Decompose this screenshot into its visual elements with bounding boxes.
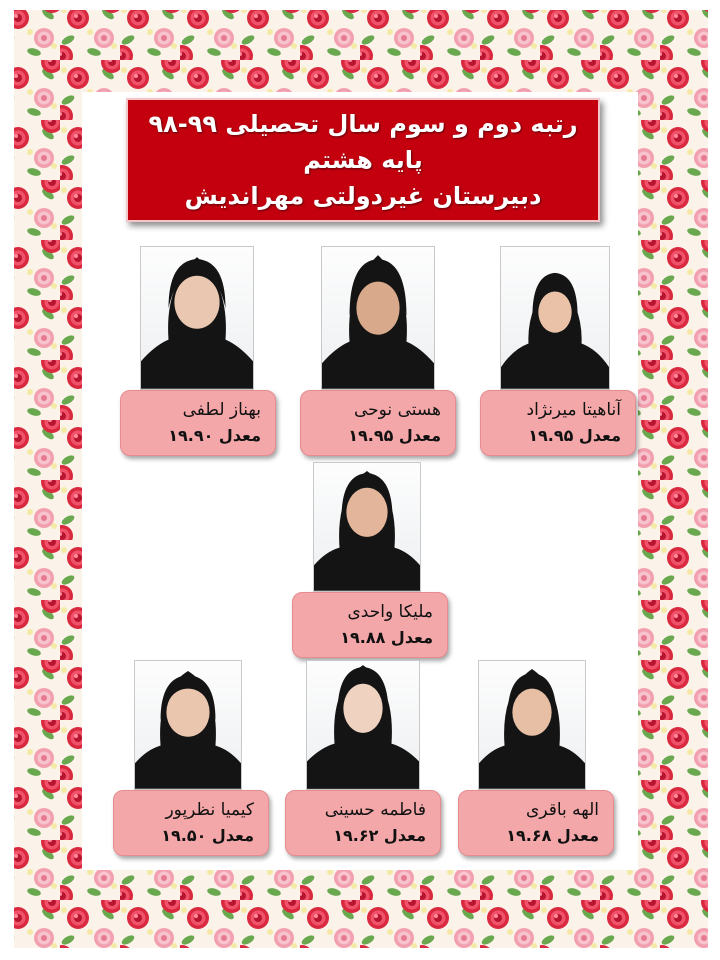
- student-card: [113, 790, 269, 856]
- student-portrait-icon: [135, 661, 241, 789]
- student-photo: [134, 660, 242, 790]
- student-name: هستی نوحی: [353, 400, 441, 420]
- student-portrait-icon: [479, 661, 585, 789]
- student-portrait-icon: [314, 463, 420, 591]
- student-name: الهه باقری: [526, 800, 599, 820]
- student-photo: [478, 660, 586, 790]
- student-average: معدل ۱۹.۵۰: [161, 826, 254, 845]
- title-line-2: پایه هشتم: [303, 146, 423, 174]
- student-portrait-icon: [322, 247, 434, 389]
- student-card: [458, 790, 614, 856]
- student-card: [480, 390, 636, 456]
- student-photo: [321, 246, 435, 390]
- student-name: آناهیتا میرنژاد: [526, 400, 621, 420]
- student-average: معدل ۱۹.۸۸: [340, 628, 433, 647]
- student-portrait-icon: [307, 661, 419, 789]
- student-card: [285, 790, 441, 856]
- student-name: ملیکا واحدی: [347, 602, 433, 622]
- student-name: فاطمه حسینی: [324, 800, 426, 820]
- student-photo: [500, 246, 610, 390]
- student-photo: [306, 660, 420, 790]
- title-line-1: رتبه دوم و سوم سال تحصیلی ۹۹-۹۸: [148, 110, 578, 138]
- student-portrait-icon: [141, 247, 253, 389]
- student-portrait-icon: [501, 247, 609, 389]
- student-card: [292, 592, 448, 658]
- title-banner: [126, 98, 600, 222]
- student-card: [120, 390, 276, 456]
- student-average: معدل ۱۹.۶۸: [506, 826, 599, 845]
- title-line-3: دبیرستان غیردولتی مهراندیش: [184, 182, 542, 210]
- student-average: معدل ۱۹.۹۵: [348, 426, 441, 445]
- student-average: معدل ۱۹.۹۰: [168, 426, 261, 445]
- student-photo: [313, 462, 421, 592]
- student-card: [300, 390, 456, 456]
- student-photo: [140, 246, 254, 390]
- student-name: کیمیا نظرپور: [165, 800, 254, 820]
- student-name: بهناز لطفی: [182, 400, 261, 420]
- student-average: معدل ۱۹.۹۵: [528, 426, 621, 445]
- student-average: معدل ۱۹.۶۲: [333, 826, 426, 845]
